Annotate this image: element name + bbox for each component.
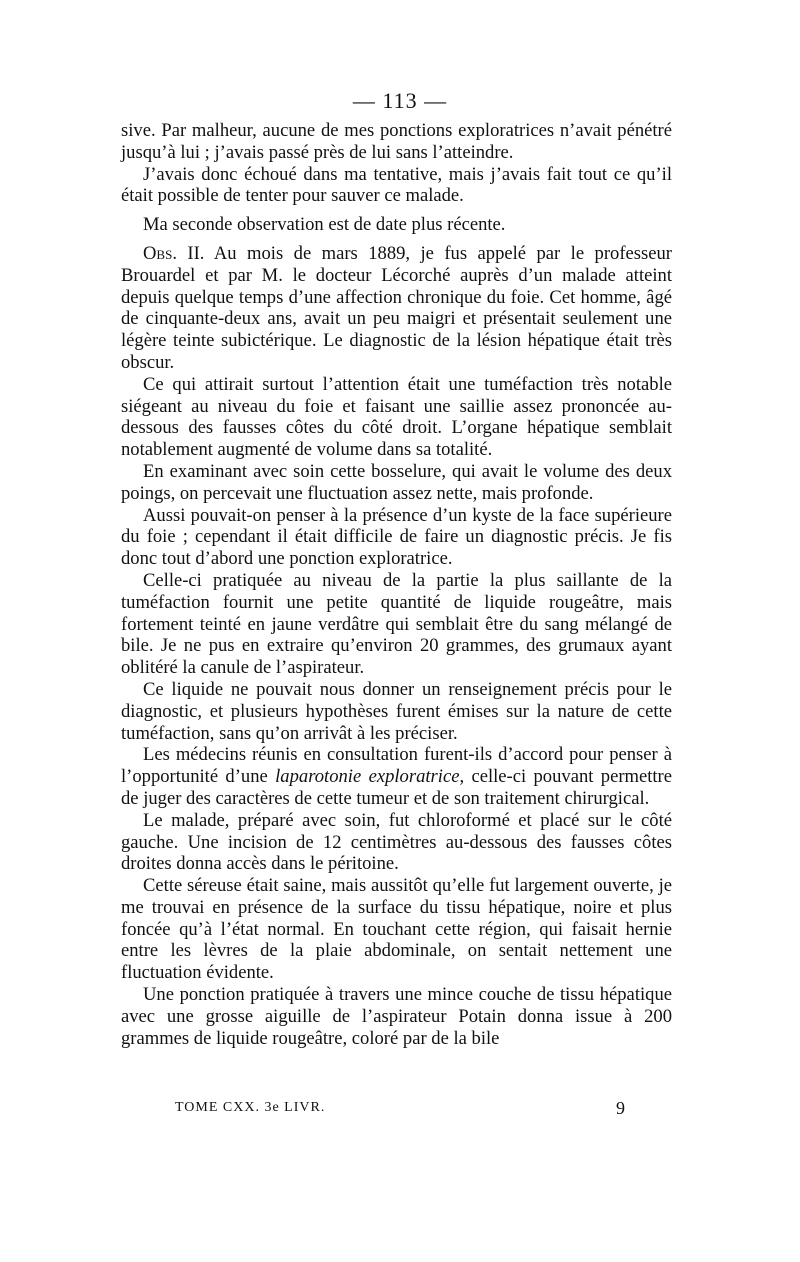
paragraph: J’avais donc échoué dans ma tentative, mais j’avais fait tout ce qu’il était possible de tenter pour sauver ce malade. (121, 163, 672, 207)
paragraph: Aussi pouvait-on penser à la présence d’un kyste de la face supérieure du foie ; cependant il était difficile de faire un diagnostic précis. Je fis donc tout d’abord une ponction exploratrice. (121, 504, 672, 570)
body-text (121, 120, 672, 1049)
observation-paragraph (121, 243, 672, 374)
paragraph: En examinant avec soin cette bosselure, qui avait le volume des deux poings, on percevait une fluctuation assez nette, mais profonde. (121, 460, 672, 504)
paragraph: Le malade, préparé avec soin, fut chloroformé et placé sur le côté gauche. Une incision de 12 centimètres au-dessous des fausses côtes droites donna accès dans le péritoine. (121, 809, 672, 875)
paragraph-text: Au mois de mars 1889, je fus appelé par le professeur Brouardel et par M. le docteur Lécorché auprès d’un malade atteint depuis quelque temps d’une affection chronique du foie. Cet homme, âgé de cinquante-deux ans, avait un peu maigri et présentait seulement une légère teinte subictérique. Le diagnostic de la lésion hépatique était très obscur. (121, 242, 672, 373)
page-number: — 113 — (352, 88, 448, 113)
paragraph: Ce liquide ne pouvait nous donner un renseignement précis pour le diagnostic, et plusieurs hypothèses furent émises sur la nature de cette tuméfaction, sans qu’on arrivât à les préciser. (121, 678, 672, 744)
paragraph: Une ponction pratiquée à travers une mince couche de tissu hépatique avec une grosse aiguille de l’aspirateur Potain donna issue à 200 grammes de liquide rougeâtre, coloré par de la bile (121, 984, 672, 1049)
signature-mark: 9 (616, 1098, 625, 1118)
paragraph-text: Les médecins réunis en consultation furent-ils d’accord pour penser à l’opportunité d’une (121, 744, 672, 788)
page-footer (175, 1100, 625, 1116)
paragraph (121, 744, 672, 809)
volume-info: TOME CXX. 3e LIVR. (175, 1100, 326, 1115)
paragraph: Ma seconde observation est de date plus récente. (143, 214, 506, 236)
paragraph: sive. Par malheur, aucune de mes ponctions exploratrices n’avait pénétré jusqu’à lui ; j’avais passé près de lui sans l’atteindre. (121, 120, 672, 163)
paragraph: Celle-ci pratiquée au niveau de la partie la plus saillante de la tuméfaction fournit une petite quantité de liquide rougeâtre, mais fortement teinté en jaune verdâtre qui semblait être du sang mélangé de bile. Je ne pus en extraire qu’environ 20 grammes, des grumaux ayant oblitéré la canule de l’aspirateur. (121, 569, 672, 679)
italic-term: laparotonie exploratrice (275, 766, 460, 788)
paragraph: Cette séreuse était saine, mais aussitôt qu’elle fut largement ouverte, je me trouvai en présence de la surface du tissu hépatique, noire et plus foncée qu’à l’état normal. En touchant cette région, qui faisait hernie entre les lèvres de la plaie abdominale, on sentait nettement une fluctuation évidente. (121, 875, 672, 984)
paragraph-text: , celle-ci pouvant permettre de juger des caractères de cette tumeur et de son traitement chirurgical. (121, 766, 673, 809)
paragraph: Ce qui attirait surtout l’attention était une tuméfaction très notable siégeant au niveau du foie et faisant une saillie assez prononcée au-dessous des fausses côtes du côté droit. L’organe hépatique semblait notablement augmenté de volume dans sa totalité. (121, 373, 672, 461)
observation-label: Obs. II. (143, 242, 205, 264)
